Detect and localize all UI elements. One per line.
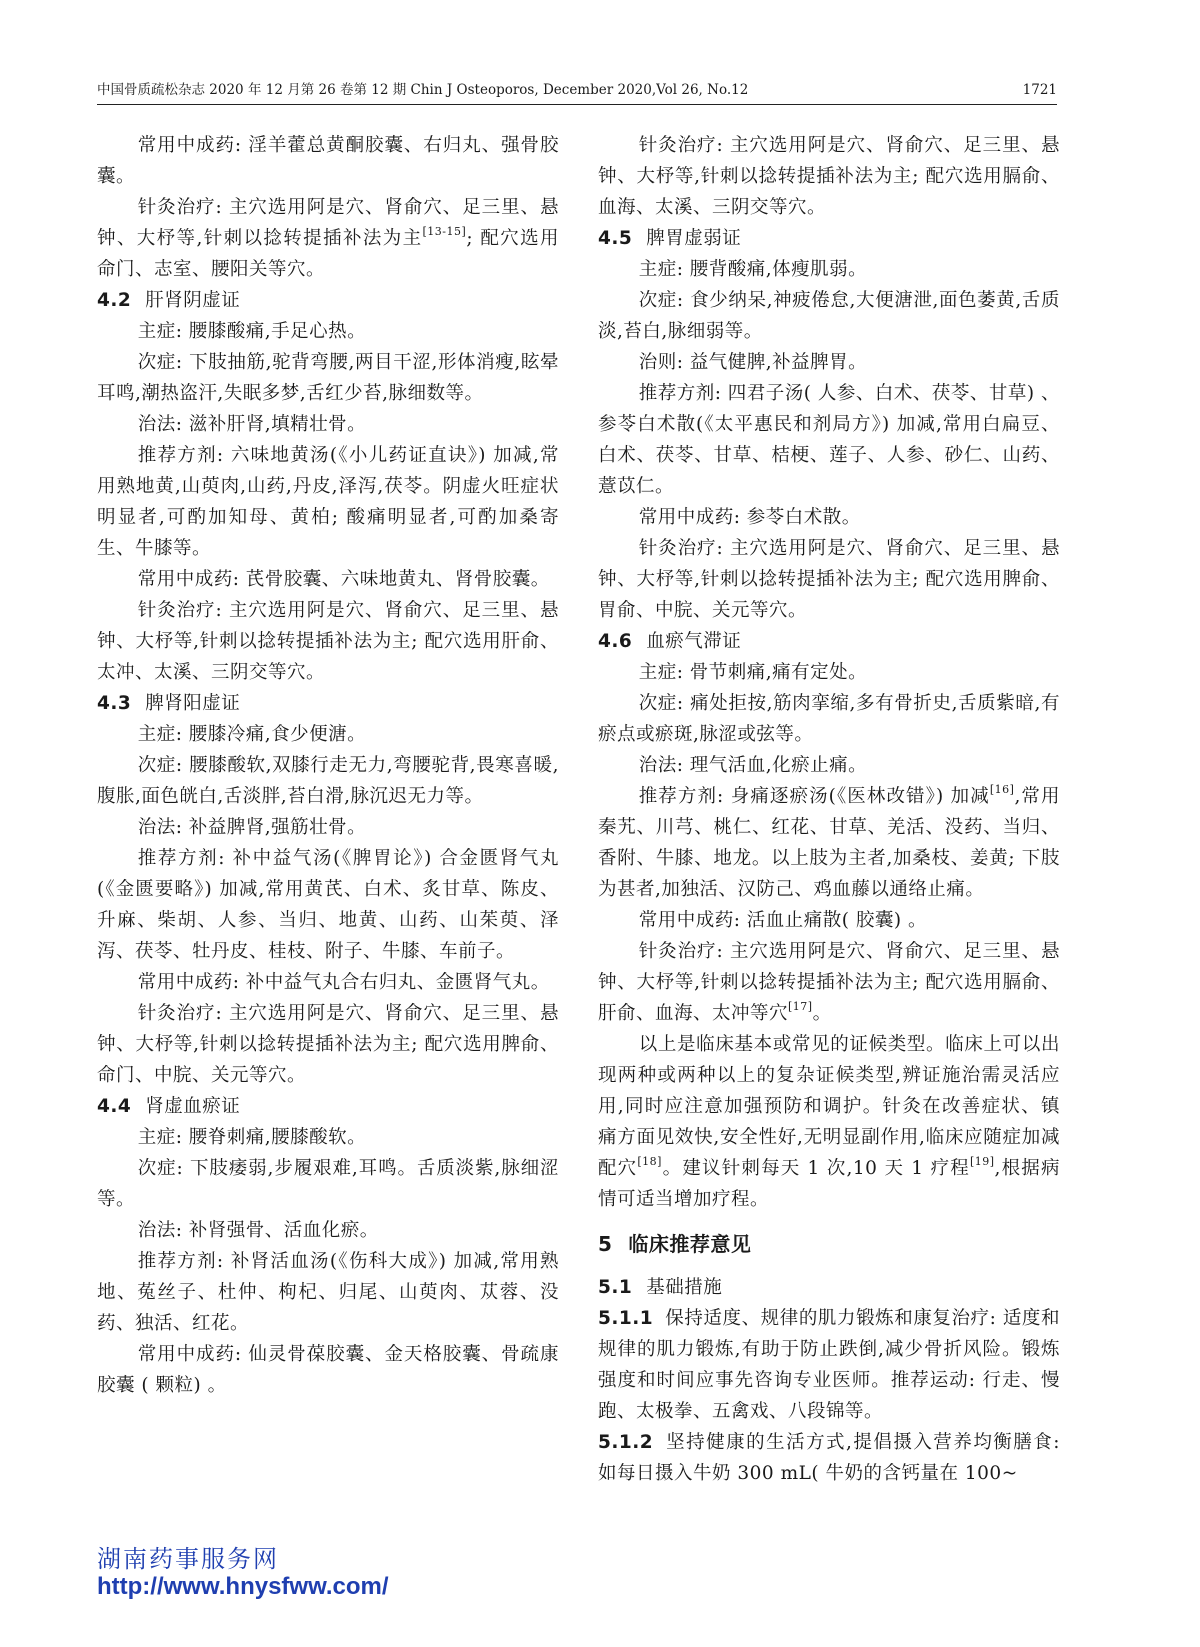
paragraph: 针灸治疗: 主穴选用阿是穴、肾俞穴、足三里、悬钟、大杼等,针刺以捻转提插补法为主; 配穴选用膈俞、肝俞、血海、太冲等穴[17]。 (598, 941, 1060, 1024)
chapter-heading: 5 临床推荐意见 (598, 1232, 752, 1256)
paragraph: 推荐方剂: 六味地黄汤(《小儿药证直诀》) 加减,常用熟地黄,山萸肉,山药,丹皮,泽泻,茯苓。阴虚火旺症状明显者,可酌加知母、黄柏; 酸痛明显者,可酌加桑寄生、牛膝等。 (97, 445, 559, 559)
right-column (598, 130, 1060, 1489)
paragraph: 常用中成药: 仙灵骨葆胶囊、金天格胶囊、骨疏康胶囊 ( 颗粒) 。 (97, 1344, 559, 1396)
paragraph: 主症: 骨节刺痛,痛有定处。 (638, 662, 868, 683)
running-header (97, 79, 1057, 101)
paragraph: 常用中成药: 参苓白术散。 (638, 507, 861, 528)
paragraph: 治则: 益气健脾,补益脾胃。 (638, 352, 868, 373)
paragraph: 5.1.2 坚持健康的生活方式,提倡摄入营养均衡膳食: 如每日摄入牛奶 300 mL( 牛奶的含钙量在 100~ (598, 1432, 1060, 1484)
paragraph: 针灸治疗: 主穴选用阿是穴、肾俞穴、足三里、悬钟、大杼等,针刺以捻转提插补法为主; 配穴选用脾俞、命门、中脘、关元等穴。 (97, 1003, 559, 1086)
journal-info: 中国骨质疏松杂志 2020 年 12 月第 26 卷第 12 期 Chin J Osteoporos, December 2020,Vol 26, No.12 (97, 82, 749, 98)
paragraph: 针灸治疗: 主穴选用阿是穴、肾俞穴、足三里、悬钟、大杼等,针刺以捻转提插补法为主[13-15]; 配穴选用命门、志室、腰阳关等穴。 (97, 197, 559, 280)
paragraph: 推荐方剂: 补中益气汤(《脾胃论》) 合金匮肾气丸(《金匮要略》) 加减,常用黄芪、白术、炙甘草、陈皮、升麻、柴胡、人参、当归、地黄、山药、山茱萸、泽泻、茯苓、牡丹皮、桂枝、附子、牛膝、车前子。 (97, 848, 559, 962)
section-heading: 4.6 血瘀气滞证 (598, 631, 742, 652)
paragraph: 5.1.1 保持适度、规律的肌力锻炼和康复治疗: 适度和规律的肌力锻炼,有助于防止跌倒,减少骨折风险。锻炼强度和时间应事先咨询专业医师。推荐运动: 行走、慢跑、太极拳、五禽戏、八段锦等。 (598, 1308, 1060, 1422)
left-column (97, 130, 559, 1401)
paragraph: 次症: 下肢痿弱,步履艰难,耳鸣。舌质淡紫,脉细涩等。 (97, 1158, 559, 1210)
paragraph: 常用中成药: 补中益气丸合右归丸、金匮肾气丸。 (137, 972, 550, 993)
paragraph: 以上是临床基本或常见的证候类型。临床上可以出现两种或两种以上的复杂证候类型,辨证施治需灵活应用,同时应注意加强预防和调护。针灸在改善症状、镇痛方面见效快,安全性好,无明显副作用,临床应随症加减配穴[18]。建议针刺每天 1 次,10 天 1 疗程[19],根据病情可适当增加疗程。 (598, 1034, 1060, 1210)
paragraph: 常用中成药: 淫羊藿总黄酮胶囊、右归丸、强骨胶囊。 (97, 135, 559, 187)
section-heading: 4.3 脾肾阳虚证 (97, 693, 241, 714)
paragraph: 治法: 补益脾肾,强筋壮骨。 (137, 817, 367, 838)
paragraph: 次症: 食少纳呆,神疲倦怠,大便溏泄,面色萎黄,舌质淡,苔白,脉细弱等。 (598, 290, 1060, 342)
paragraph: 主症: 腰背酸痛,体瘦肌弱。 (638, 259, 868, 280)
paragraph: 针灸治疗: 主穴选用阿是穴、肾俞穴、足三里、悬钟、大杼等,针刺以捻转提插补法为主; 配穴选用脾俞、胃俞、中脘、关元等穴。 (598, 538, 1060, 621)
page-number: 1721 (1022, 82, 1057, 98)
paragraph: 针灸治疗: 主穴选用阿是穴、肾俞穴、足三里、悬钟、大杼等,针刺以捻转提插补法为主; 配穴选用膈俞、血海、太溪、三阴交等穴。 (598, 135, 1060, 218)
paragraph: 治法: 补肾强骨、活血化瘀。 (137, 1220, 379, 1241)
citation: [17] (788, 1000, 813, 1013)
citation: [13-15] (422, 225, 467, 238)
paragraph: 主症: 腰脊刺痛,腰膝酸软。 (137, 1127, 367, 1148)
watermark (97, 1545, 389, 1601)
section-heading: 4.5 脾胃虚弱证 (598, 228, 742, 249)
paragraph: 次症: 下肢抽筋,驼背弯腰,两目干涩,形体消瘦,眩晕耳鸣,潮热盗汗,失眠多梦,舌红少苔,脉细数等。 (97, 352, 559, 404)
watermark-name: 湖南药事服务网 (97, 1545, 279, 1573)
citation: [16] (989, 783, 1015, 796)
paragraph: 治法: 理气活血,化瘀止痛。 (638, 755, 868, 776)
paragraph: 推荐方剂: 身痛逐瘀汤(《医林改错》) 加减[16],常用秦艽、川芎、桃仁、红花、甘草、羌活、没药、当归、香附、牛膝、地龙。以上肢为主者,加桑枝、姜黄; 下肢为甚者,加独活、汉防己、鸡血藤以通络止痛。 (598, 783, 1060, 900)
section-heading: 4.4 肾虚血瘀证 (97, 1096, 241, 1117)
paragraph: 次症: 腰膝酸软,双膝行走无力,弯腰驼背,畏寒喜暖,腹胀,面色㿠白,舌淡胖,苔白滑,脉沉迟无力等。 (97, 755, 559, 807)
paragraph: 常用中成药: 活血止痛散( 胶囊) 。 (638, 910, 927, 931)
section-heading: 5.1 基础措施 (598, 1277, 723, 1298)
section-heading: 4.2 肝肾阴虚证 (97, 290, 241, 311)
paragraph: 治法: 滋补肝肾,填精壮骨。 (137, 414, 367, 435)
paragraph: 主症: 腰膝冷痛,食少便溏。 (137, 724, 367, 745)
citation: [19] (969, 1155, 995, 1168)
citation: [18] (637, 1155, 662, 1168)
paragraph: 常用中成药: 芪骨胶囊、六味地黄丸、肾骨胶囊。 (137, 569, 550, 590)
paragraph: 次症: 痛处拒按,筋肉挛缩,多有骨折史,舌质紫暗,有瘀点或瘀斑,脉涩或弦等。 (598, 693, 1060, 745)
paragraph: 推荐方剂: 补肾活血汤(《伤科大成》) 加减,常用熟地、菟丝子、杜仲、枸杞、归尾、山萸肉、苁蓉、没药、独活、红花。 (97, 1251, 559, 1334)
paragraph: 针灸治疗: 主穴选用阿是穴、肾俞穴、足三里、悬钟、大杼等,针刺以捻转提插补法为主; 配穴选用肝俞、太冲、太溪、三阴交等穴。 (97, 600, 559, 683)
paragraph: 主症: 腰膝酸痛,手足心热。 (137, 321, 367, 342)
paragraph: 推荐方剂: 四君子汤( 人参、白术、茯苓、甘草) 、参苓白术散(《太平惠民和剂局方》) 加减,常用白扁豆、白术、茯苓、甘草、桔梗、莲子、人参、砂仁、山药、薏苡仁。 (598, 383, 1060, 497)
watermark-url[interactable]: http://www.hnysfww.com/ (97, 1573, 389, 1600)
header-rule (97, 104, 1057, 105)
